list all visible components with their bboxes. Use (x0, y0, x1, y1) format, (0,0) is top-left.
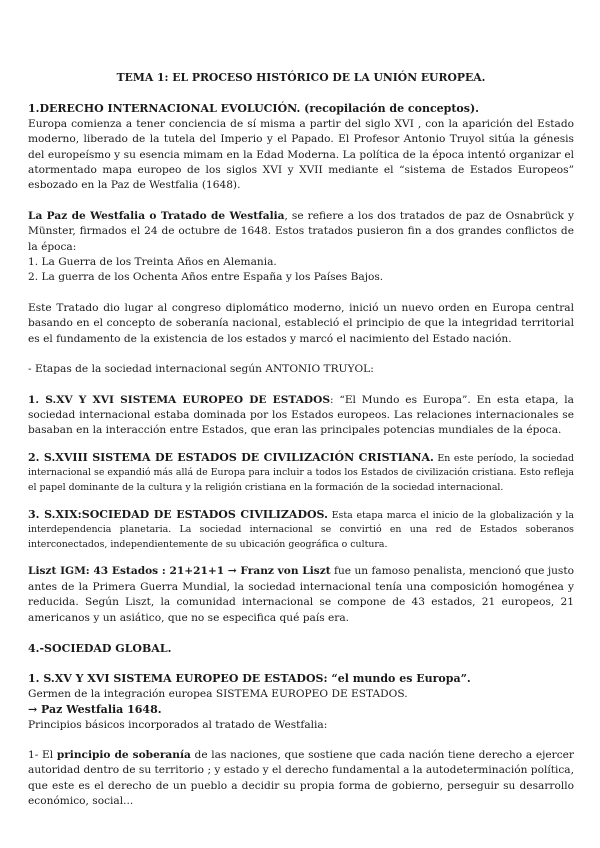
principio-prefix: 1- El (28, 748, 57, 761)
etapa-2-heading: 2. S.XVIII SISTEMA DE ESTADOS DE CIVILIZACIÓN CRISTIANA. (28, 450, 434, 464)
document-body (28, 70, 574, 810)
principios-line: Principios básicos incorporados al tratado de Westfalia: (28, 718, 328, 731)
westfalia-term: La Paz de Westfalia o Tratado de Westfalia (28, 209, 285, 222)
page-title: TEMA 1: EL PROCESO HISTÓRICO DE LA UNIÓN EUROPEA. (116, 71, 486, 84)
paragraph-etapa-2 (28, 451, 574, 496)
section-heading-sociedad-global: 4.-SOCIEDAD GLOBAL. (28, 641, 172, 655)
etapa-2-text: En este período, la sociedad internacional se expandió más allá de Europa para incluir a todos los Estados de civilización cristiana. Esto refleja el papel dominante de la cultura y la religión cristiana en la formación de la sociedad internacional. (28, 452, 574, 493)
etapa-3-text: Esta etapa marca el inicio de la globalización y la interdependencia planetaria. La sociedad internacional se convirtió en una red de Estados soberanos interconectados, independientemente de su ubicación geográfica o cultura. (28, 509, 574, 550)
global-subheading: 1. S.XV Y XVI SISTEMA EUROPEO DE ESTADOS: “el mundo es Europa”. (28, 672, 471, 686)
paz-westfalia-line: → Paz Westfalia 1648. (28, 703, 162, 717)
paragraph-congreso: Este Tratado dio lugar al congreso diplomático moderno, inició un nuevo orden en Europa central basando en el concepto de soberanía nacional, estableció el principio de que la integridad territorial es el fundamento de la existencia de los estados y marcó el nacimiento del Estado nación. (28, 301, 574, 345)
principio-term: principio de soberanía (56, 748, 191, 761)
paragraph-etapa-3 (28, 508, 574, 553)
list-item-ochenta-anos: 2. La guerra de los Ochenta Años entre España y los Países Bajos. (28, 271, 384, 284)
principio-text: de las naciones, que sostiene que cada nación tiene derecho a ejercer autoridad dentro de su territorio ; y estado y el derecho fundamental a la autodeterminación política, que este es el derecho de un pueblo a decidir su propia forma de gobierno, perseguir su desarrollo económico, social... (28, 748, 574, 808)
paragraph-principio-soberania (28, 748, 574, 810)
liszt-heading: Liszt IGM: 43 Estados : 21+21+1 → Franz von Liszt (28, 565, 331, 578)
section-heading-derecho-internacional: 1.DERECHO INTERNACIONAL EVOLUCIÓN. (recopilación de conceptos). (28, 102, 479, 116)
germen-line: Germen de la integración europea SISTEMA EUROPEO DE ESTADOS. (28, 687, 408, 700)
etapa-3-heading: 3. S.XIX:SOCIEDAD DE ESTADOS CIVILIZADOS. (28, 507, 328, 521)
paragraph-westfalia (28, 209, 574, 255)
etapa-1-text: : “El Mundo es Europa”. En esta etapa, la sociedad internacional estaba dominada por los Estados europeos. Las relaciones internacionales se basaban en la interacción entre Estados, que eran las principales potencias mundiales de la época. (28, 393, 574, 437)
liszt-text: fue un famoso penalista, mencionó que justo antes de la Primera Guerra Mundial, la sociedad internacional tenía una composición homogénea y reducida. Según Liszt, la comunidad internacional se compone de 43 estados, 21 europeos, 21 americanos y un asiático, que no se especifica qué país era. (28, 565, 574, 624)
etapas-intro: - Etapas de la sociedad internacional según ANTONIO TRUYOL: (28, 363, 374, 376)
paragraph-europa: Europa comienza a tener conciencia de sí misma a partir del siglo XVI , con la aparición del Estado moderno, liberado de la tutela del Imperio y el Papado. El Profesor Antonio Truyol sitúa la génesis del europeísmo y su esencia mimam en la Edad Moderna. La política de la época intentó organizar el atormentado mapa europeo de los siglos XVI y XVII mediante el “sistema de Estados Europeos” esbozado en la Paz de Westfalia (1648). (28, 117, 574, 192)
list-item-treinta-anos: 1. La Guerra de los Treinta Años en Alemania. (28, 256, 277, 269)
westfalia-text: , se refiere a los dos tratados de paz de Osnabrück y Münster, firmados el 24 de octubre de 1648. Estos tratados pusieron fin a dos grandes conflictos de la época: (28, 209, 574, 253)
paragraph-etapa-1 (28, 393, 574, 439)
etapa-1-heading: 1. S.XV Y XVI SISTEMA EUROPEO DE ESTADOS (28, 393, 330, 406)
paragraph-liszt (28, 564, 574, 626)
